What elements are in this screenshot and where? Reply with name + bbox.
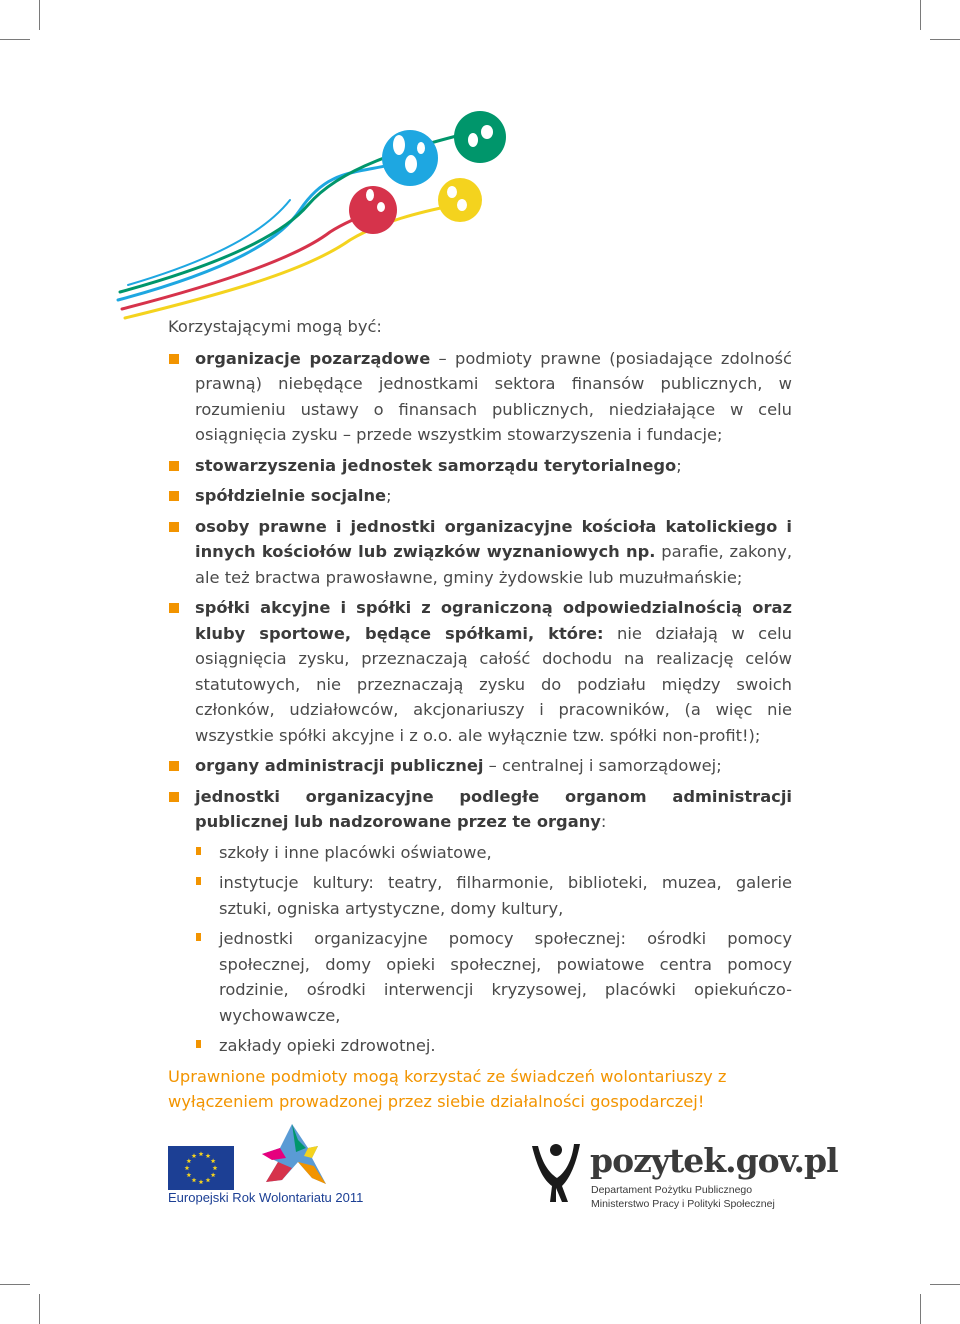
list-item: organy administracji publicznej – centralnej i samorządowej; bbox=[168, 753, 792, 779]
beneficiaries-list bbox=[168, 346, 792, 1059]
eyv-logo bbox=[248, 1118, 338, 1190]
list-item: organizacje pozarządowe – podmioty prawne (posiadające zdolność prawną) niebędące jednostkami sektora finansów publicznych, w rozumieniu ustawy o finansach publicznych, niedziałające w celu osiągnięcia zysku – przede wszystkim stowarzyszenia i fundacje; bbox=[168, 346, 792, 448]
crop-mark bbox=[920, 1294, 921, 1324]
pozytek-ministry: Ministerstwo Pracy i Polityki Społecznej bbox=[591, 1198, 775, 1210]
crop-mark bbox=[39, 1294, 40, 1324]
sub-list-item: instytucje kultury: teatry, filharmonie, biblioteki, muzea, galerie sztuki, ogniska artystyczne, domy kultury, bbox=[195, 870, 792, 921]
sub-list-item: jednostki organizacyjne pomocy społecznej: ośrodki pomocy społecznej, domy opieki społecznej, powiatowe centra pomocy rodzinie, ośrodki interwencji kryzysowej, placówki opiekuńczo-wychowawcze, bbox=[195, 926, 792, 1028]
eyv-caption: Europejski Rok Wolontariatu 2011 bbox=[168, 1190, 364, 1205]
balloons-illustration bbox=[0, 0, 960, 330]
main-content bbox=[168, 314, 792, 1115]
crop-mark bbox=[930, 1284, 960, 1285]
list-item: spółki akcyjne i spółki z ograniczoną odpowiedzialnością oraz kluby sportowe, będące spółkami, które: nie działają w celu osiągnięcia zysku, przeznaczają całość dochodu na realizację celów statutowych, nie przeznaczają zysku do podziału między swoich członków, udziałowców, akcjonariuszy i pracowników, (a więc nie wszystkie spółki akcyjne i z o.o. ale wyłącznie tzw. spółki non-profit!); bbox=[168, 595, 792, 748]
sub-list-item: szkoły i inne placówki oświatowe, bbox=[195, 840, 792, 866]
list-item: osoby prawne i jednostki organizacyjne kościoła katolickiego i innych kościołów lub związków wyznaniowych np. parafie, zakony, ale też bractwa prawosławne, gminy żydowskie lub muzułmańskie; bbox=[168, 514, 792, 591]
pozytek-figure-icon bbox=[528, 1140, 584, 1204]
pozytek-name: pozytek.gov.pl bbox=[590, 1141, 838, 1180]
sub-list bbox=[195, 840, 792, 1059]
closing-note: Uprawnione podmioty mogą korzystać ze świadczeń wolontariuszy z wyłączeniem prowadzonej przez siebie działalności gospodarczej! bbox=[168, 1066, 727, 1111]
list-item: stowarzyszenia jednostek samorządu terytorialnego; bbox=[168, 453, 792, 479]
list-item: jednostki organizacyjne podległe organom administracji publicznej lub nadzorowane przez te organy: szkoły i inne placówki oświatowe, instytucje kultury: teatry, filharmonie, biblioteki, muzea, galerie sztuki, ogniska artystyczne, domy kultury, jednostki organizacyjne pomocy społecznej: ośrodki pomocy społecznej, domy opieki społecznej, powiatowe centra pomocy rodzinie, ośrodki interwencji kryzysowej, placówki opiekuńczo-wychowawcze, zakłady opieki zdrowotnej. bbox=[168, 784, 792, 1059]
list-item: spółdzielnie socjalne; bbox=[168, 483, 792, 509]
sub-list-item: zakłady opieki zdrowotnej. bbox=[195, 1033, 792, 1059]
intro-text: Korzystającymi mogą być: bbox=[168, 317, 382, 336]
pozytek-department: Departament Pożytku Publicznego bbox=[591, 1184, 753, 1196]
eu-flag-logo bbox=[168, 1146, 234, 1190]
crop-mark bbox=[0, 1284, 30, 1285]
